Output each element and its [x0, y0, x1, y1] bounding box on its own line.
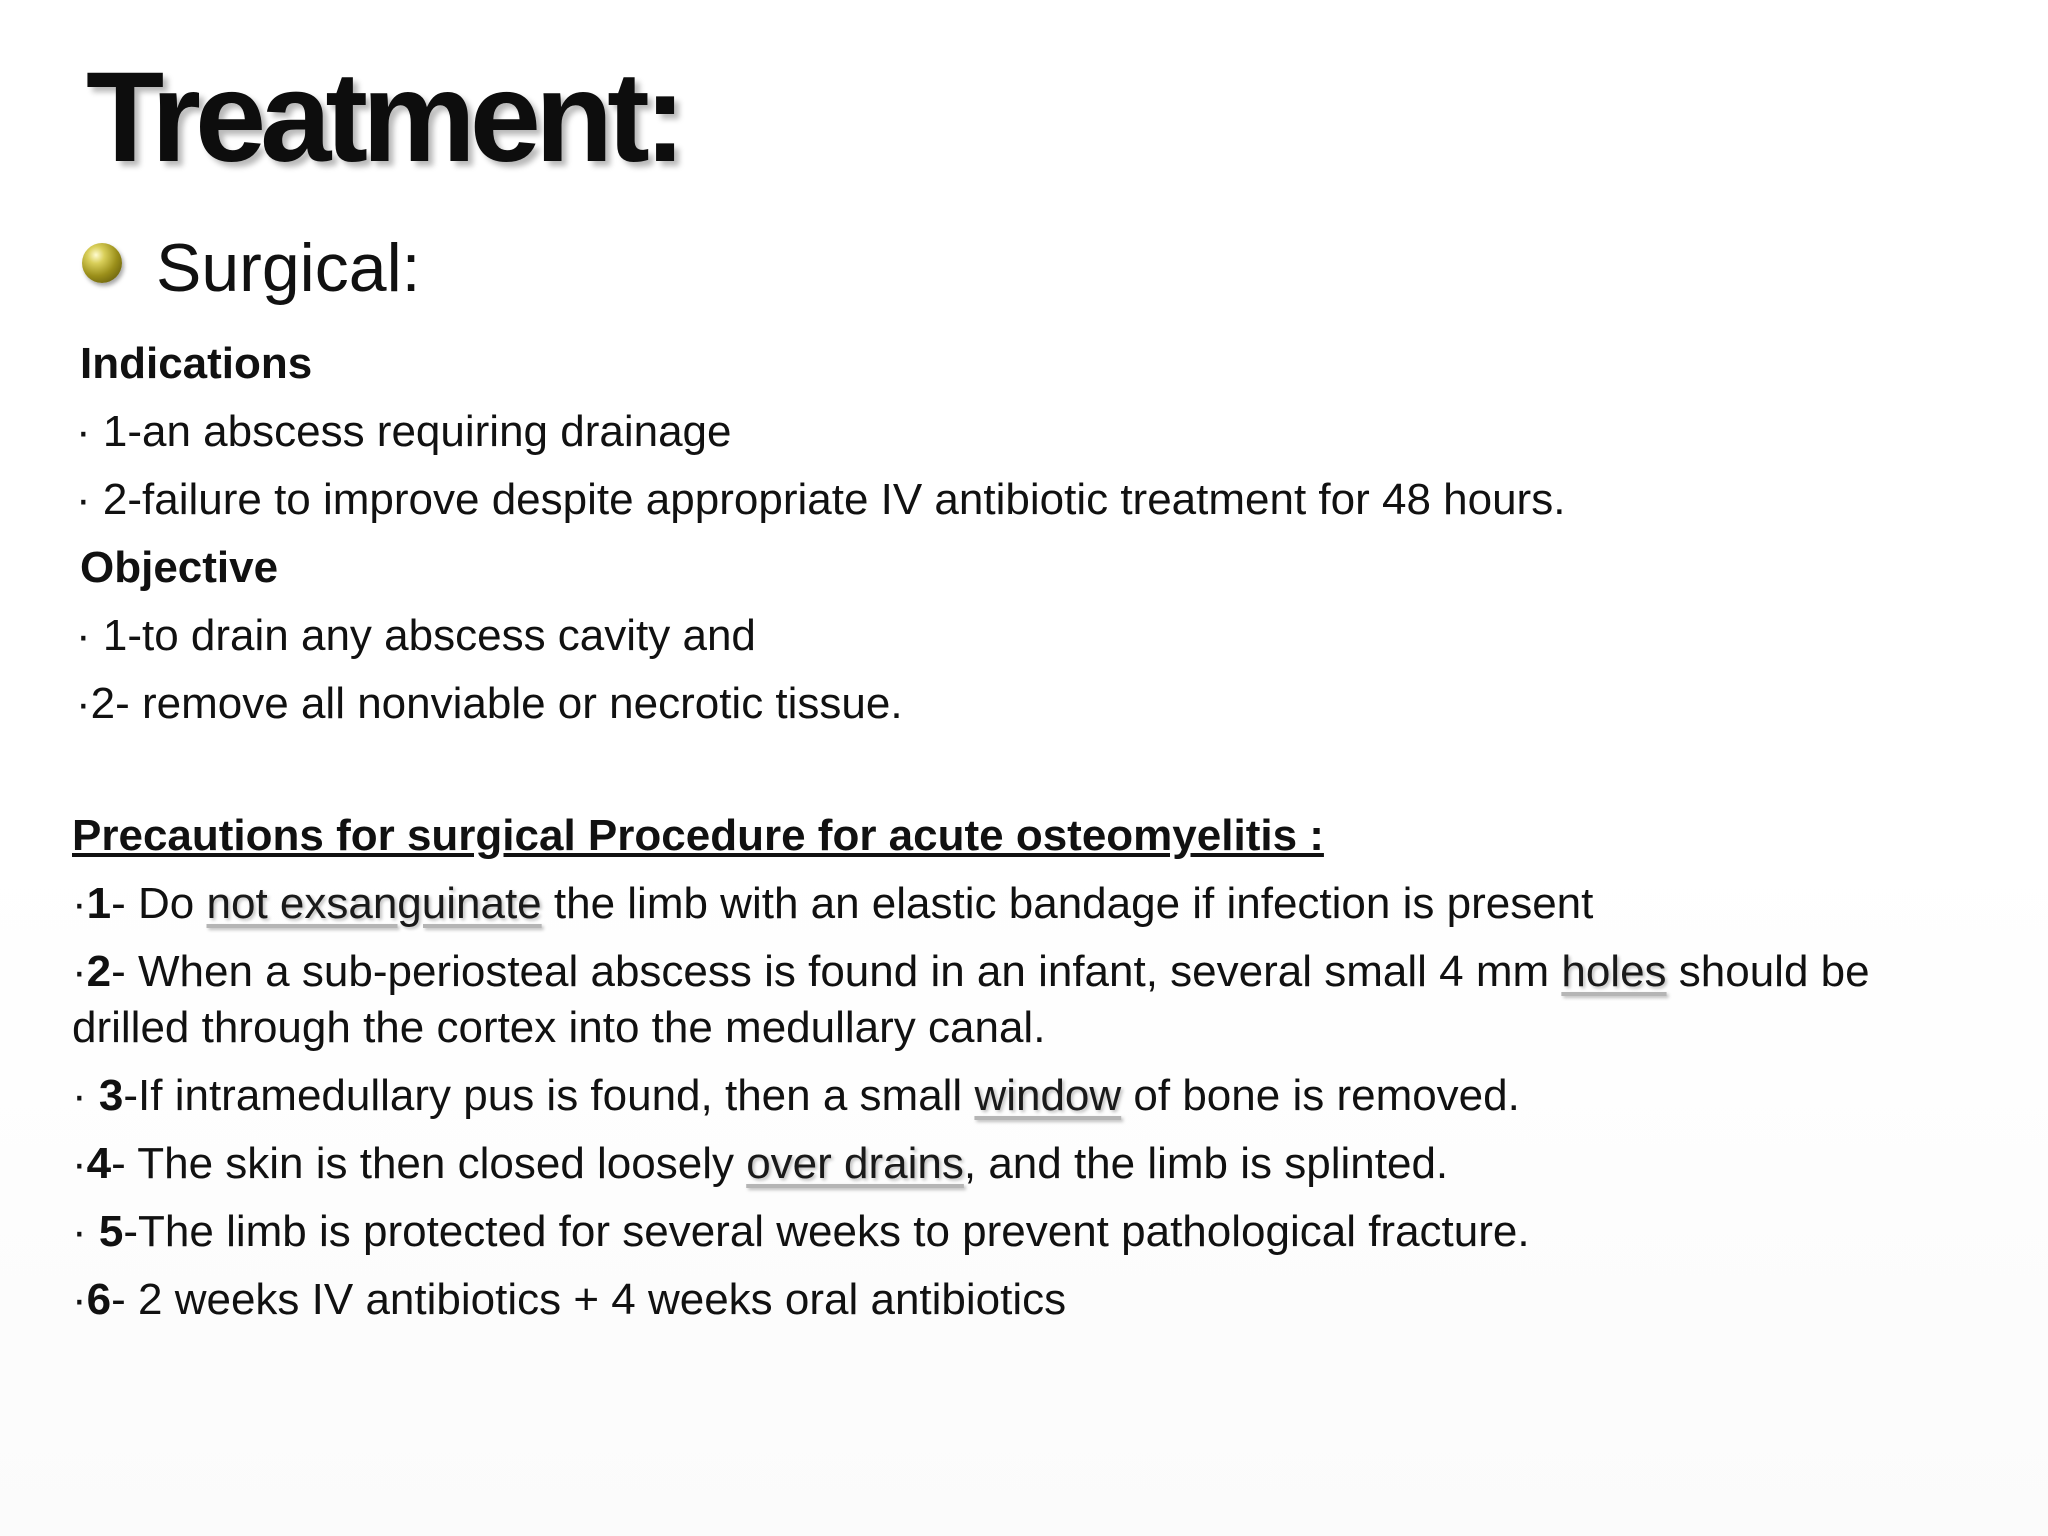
item-prefix: · [72, 1139, 87, 1188]
item-highlight: over drains [746, 1139, 964, 1188]
item-number: 3 [98, 1071, 124, 1120]
surgical-label: Surgical: [156, 230, 421, 306]
objective-item: ·2- remove all nonviable or necrotic tissue. [76, 679, 903, 728]
spacer [76, 738, 1976, 802]
item-text: , and the limb is splinted. [963, 1139, 1449, 1188]
item-highlight: window [974, 1071, 1122, 1120]
item-text: - The skin is then closed loosely [111, 1139, 747, 1188]
item-prefix: · [72, 947, 87, 996]
item-number: 4 [86, 1139, 112, 1188]
slide-content [72, 330, 1976, 1334]
item-text: -If intramedullary pus is found, then a small [123, 1071, 975, 1120]
item-number: 2 [86, 947, 112, 996]
item-text: should be drilled through the cortex into the medullary canal. [72, 947, 1870, 1052]
indication-item: · 2-failure to improve despite appropriate IV antibiotic treatment for 48 hours. [76, 475, 1566, 524]
item-text: of bone is removed. [1121, 1071, 1520, 1120]
item-prefix: · [72, 879, 87, 928]
surgical-bullet [82, 230, 421, 306]
precaution-item-6 [72, 1266, 1976, 1334]
item-number: 5 [98, 1207, 124, 1256]
item-number: 6 [86, 1275, 112, 1324]
item-prefix: · [72, 1207, 99, 1256]
item-number: 1 [86, 879, 112, 928]
item-text: - Do [111, 879, 207, 928]
ball-bullet-icon [82, 243, 122, 283]
objective-item: · 1-to drain any abscess cavity and [76, 611, 756, 660]
slide-title: Treatment: [86, 46, 681, 189]
item-text: the limb with an elastic bandage if infection is present [541, 879, 1594, 928]
precaution-item-5 [72, 1198, 1976, 1266]
objective-heading: Objective [80, 543, 279, 592]
indications-heading: Indications [80, 339, 313, 388]
precaution-item-2 [72, 938, 1872, 1062]
precaution-item-4 [72, 1130, 1976, 1198]
item-highlight: not exsanguinate [206, 879, 542, 928]
precaution-item-1 [72, 870, 1976, 938]
item-highlight: holes [1561, 947, 1667, 996]
precautions-heading: Precautions for surgical Procedure for acute osteomyelitis : [72, 811, 1324, 860]
item-prefix: · [72, 1071, 99, 1120]
precaution-item-3 [72, 1062, 1976, 1130]
indication-item: · 1-an abscess requiring drainage [76, 407, 732, 456]
item-prefix: · [72, 1275, 87, 1324]
item-text: -The limb is protected for several weeks to prevent pathological fracture. [123, 1207, 1530, 1256]
item-text: - 2 weeks IV antibiotics + 4 weeks oral antibiotics [111, 1275, 1067, 1324]
item-text: - When a sub-periosteal abscess is found in an infant, several small 4 mm [111, 947, 1562, 996]
